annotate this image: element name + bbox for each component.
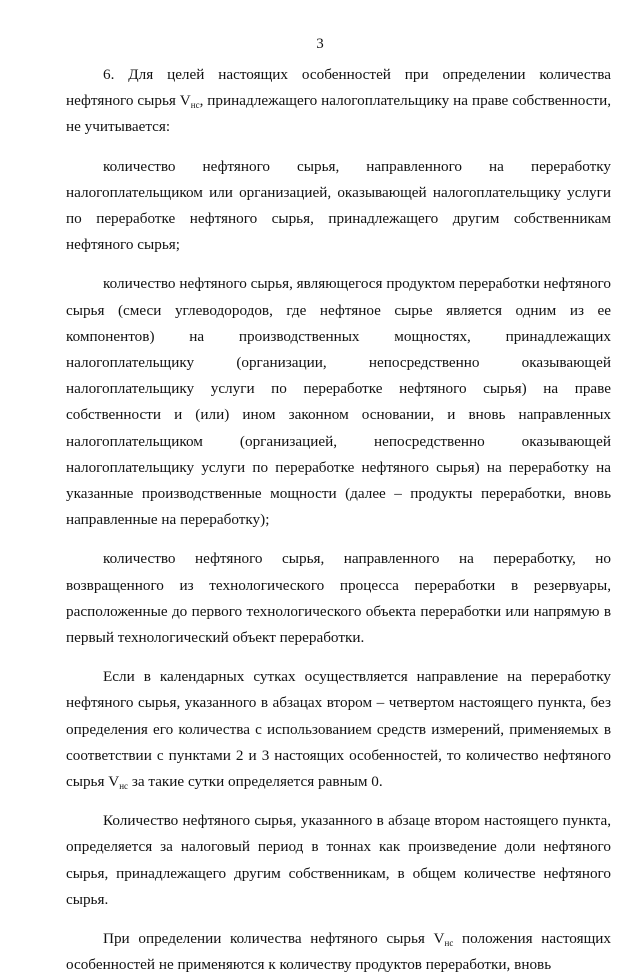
paragraph-text: При определении количества нефтяного сырья V: [103, 930, 445, 948]
paragraph-text: положения настоящих особенностей не применяются к количеству продуктов переработки, вновь: [66, 930, 611, 974]
paragraph-text: количество нефтяного сырья, направленного на переработку налогоплательщиком или организацией, оказывающей налогоплательщику услуги по переработке нефтяного сырья, принадлежащего другим собственникам нефтяного сырья;: [66, 157, 611, 254]
paragraph: [66, 808, 611, 913]
paragraph-text: Если в календарных сутках осуществляется направление на переработку нефтяного сырья, указанного в абзацах втором – четвертом настоящего пункта, без определения его количества с использованием средств измерений, применяемых в соответствии с пунктами 2 и 3 настоящих особенностей, то количество нефтяного сырья V: [66, 668, 611, 791]
paragraph: [66, 664, 611, 795]
paragraph-item-6: [66, 62, 611, 141]
page-number: 3: [316, 36, 324, 52]
paragraph-text: количество нефтяного сырья, направленного на переработку, но возвращенного из технологического процесса переработки в резервуары, расположенные до первого технологического объекта переработки или напрямую в первый технологический объект переработки.: [66, 550, 611, 647]
paragraph-text: , принадлежащего налогоплательщику на праве собственности, не учитывается:: [66, 92, 611, 136]
paragraph: [66, 926, 611, 978]
paragraph-clause: [66, 271, 611, 533]
document-body: [66, 62, 611, 979]
paragraph-text: количество нефтяного сырья, являющегося продуктом переработки нефтяного сырья (смеси углеводородов, где нефтяное сырье является одним из ее компонентов) на производственных мощностях, принадлежащих налогоплательщику (организации, непосредственно оказывающей налогоплательщику услуги по переработке нефтяного сырья) на праве собственности и (или) ином законном основании, и вновь направленных налогоплательщиком (организацией, непосредственно оказывающей налогоплательщику услуги по переработке нефтяного сырья) на переработку на указанные производственные мощности (далее – продукты переработки, вновь направленные на переработку);: [66, 275, 611, 529]
subscript-text: нс: [190, 100, 200, 111]
paragraph-clause: [66, 154, 611, 259]
subscript-text: нс: [444, 938, 454, 949]
paragraph-text: Количество нефтяного сырья, указанного в абзаце втором настоящего пункта, определяется за налоговый период в тоннах как произведение доли нефтяного сырья, принадлежащего другим собственникам, в общем количестве нефтяного сырья.: [66, 812, 611, 908]
paragraph-text: 6. Для целей настоящих особенностей при определении количества нефтяного сырья V: [66, 66, 611, 110]
paragraph-text: за такие сутки определяется равным 0.: [128, 773, 383, 791]
subscript-text: нс: [119, 781, 129, 792]
paragraph-clause: [66, 546, 611, 651]
